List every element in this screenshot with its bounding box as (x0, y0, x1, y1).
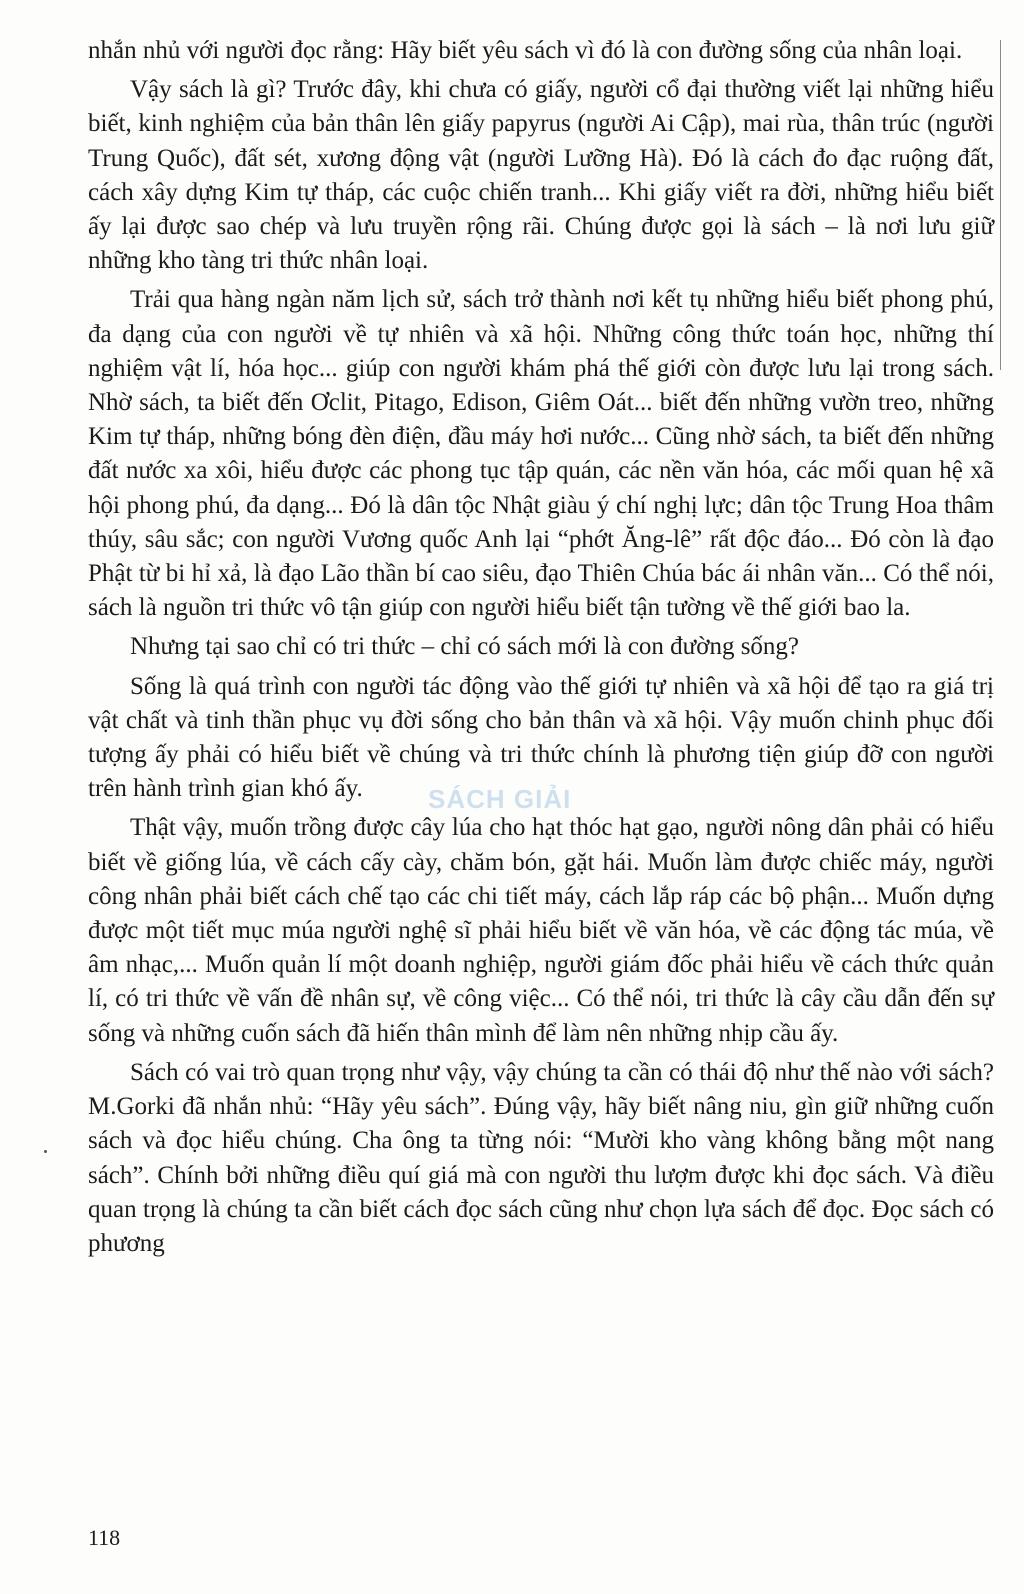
paragraph-2: Vậy sách là gì? Trước đây, khi chưa có giấy, người cổ đại thường viết lại những hiểu biết, kinh nghiệm của bản thân lên giấy papyrus (người Ai Cập), mai rùa, thân trúc (người Trung Quốc), đất sét, xương động vật (người Lưỡng Hà). Đó là cách đo đạc ruộng đất, cách xây dựng Kim tự tháp, các cuộc chiến tranh... Khi giấy viết ra đời, những hiểu biết ấy lại được sao chép và lưu truyền rộng rãi. Chúng được gọi là sách – là nơi lưu giữ những kho tàng tri thức nhân loại. (88, 76, 994, 275)
paragraph-7: Sách có vai trò quan trọng như vậy, vậy chúng ta cần có thái độ như thế nào với sách? M.Gorki đã nhắn nhủ: “Hãy yêu sách”. Đúng vậy, hãy biết nâng niu, gìn giữ những cuốn sách và đọc hiểu chúng. Cha ông ta từng nói: “Mười kho vàng không bằng một nang sách”. Chính bởi những điều quí giá mà con người thu lượm được khi đọc sách. Và điều quan trọng là chúng ta cần biết cách đọc sách cũng như chọn lựa sách để đọc. Đọc sách có phương (88, 1058, 994, 1257)
paragraph-4: Nhưng tại sao chỉ có tri thức – chỉ có sách mới là con đường sống? (130, 633, 800, 661)
paragraph-5: Sống là quá trình con người tác động vào thế giới tự nhiên và xã hội để tạo ra giá trị vật chất và tinh thần phục vụ đời sống cho bản thân và xã hội. Vậy muốn chinh phục đối tượng ấy phải có hiểu biết về chúng và tri thức chính là phương tiện giúp đỡ con người trên hành trình gian khó ấy. (88, 672, 994, 803)
margin-speck (44, 1150, 47, 1153)
watermark-text: SÁCH GIẢI (428, 784, 572, 814)
body-text (88, 34, 994, 1266)
paragraph-6: Thật vậy, muốn trồng được cây lúa cho hạt thóc hạt gạo, người nông dân phải có hiểu biết về giống lúa, về cách cấy cày, chăm bón, gặt hái. Muốn làm được chiếc máy, người công nhân phải biết cách chế tạo các chi tiết máy, cách lắp ráp các bộ phận... Muốn dựng được một tiết mục múa người nghệ sĩ phải hiểu biết về văn hóa, về các động tác múa, về âm nhạc,... Muốn quản lí một doanh nghiệp, người giám đốc phải hiểu về cách thức quản lí, có tri thức về vấn đề nhân sự, về công việc... Có thể nói, tri thức là cây cầu dẫn đến sự sống và những cuốn sách đã hiến thân mình để làm nên những nhịp cầu ấy. (88, 814, 994, 1047)
paragraph-1: nhắn nhủ với người đọc rằng: Hãy biết yêu sách vì đó là con đường sống của nhân loại. (88, 37, 963, 64)
page-number: 118 (88, 1525, 121, 1550)
paragraph-3: Trải qua hàng ngàn năm lịch sử, sách trở thành nơi kết tụ những hiểu biết phong phú, đa dạng của con người về tự nhiên và xã hội. Những công thức toán học, những thí nghiệm vật lí, hóa học... giúp con người khám phá thế giới còn được lưu lại trong sách. Nhờ sách, ta biết đến Ơclit, Pitago, Edison, Giêm Oát... biết đến những vườn treo, những Kim tự tháp, những bóng đèn điện, đầu máy hơi nước... Cũng nhờ sách, ta biết đến những đất nước xa xôi, hiểu được các phong tục tập quán, các nền văn hóa, các mối quan hệ xã hội phong phú, đa dạng... Đó là dân tộc Nhật giàu ý chí nghị lực; dân tộc Trung Hoa thâm thúy, sâu sắc; con người Vương quốc Anh lại “phớt Ăng-lê” rất độc đáo... Đó còn là đạo Phật từ bi hỉ xả, là đạo Lão thần bí cao siêu, đạo Thiên Chúa bác ái nhân văn... Có thể nói, sách là nguồn tri thức vô tận giúp con người hiểu biết tận tường về thế giới bao la. (88, 286, 994, 622)
scan-edge-line (1000, 40, 1001, 370)
